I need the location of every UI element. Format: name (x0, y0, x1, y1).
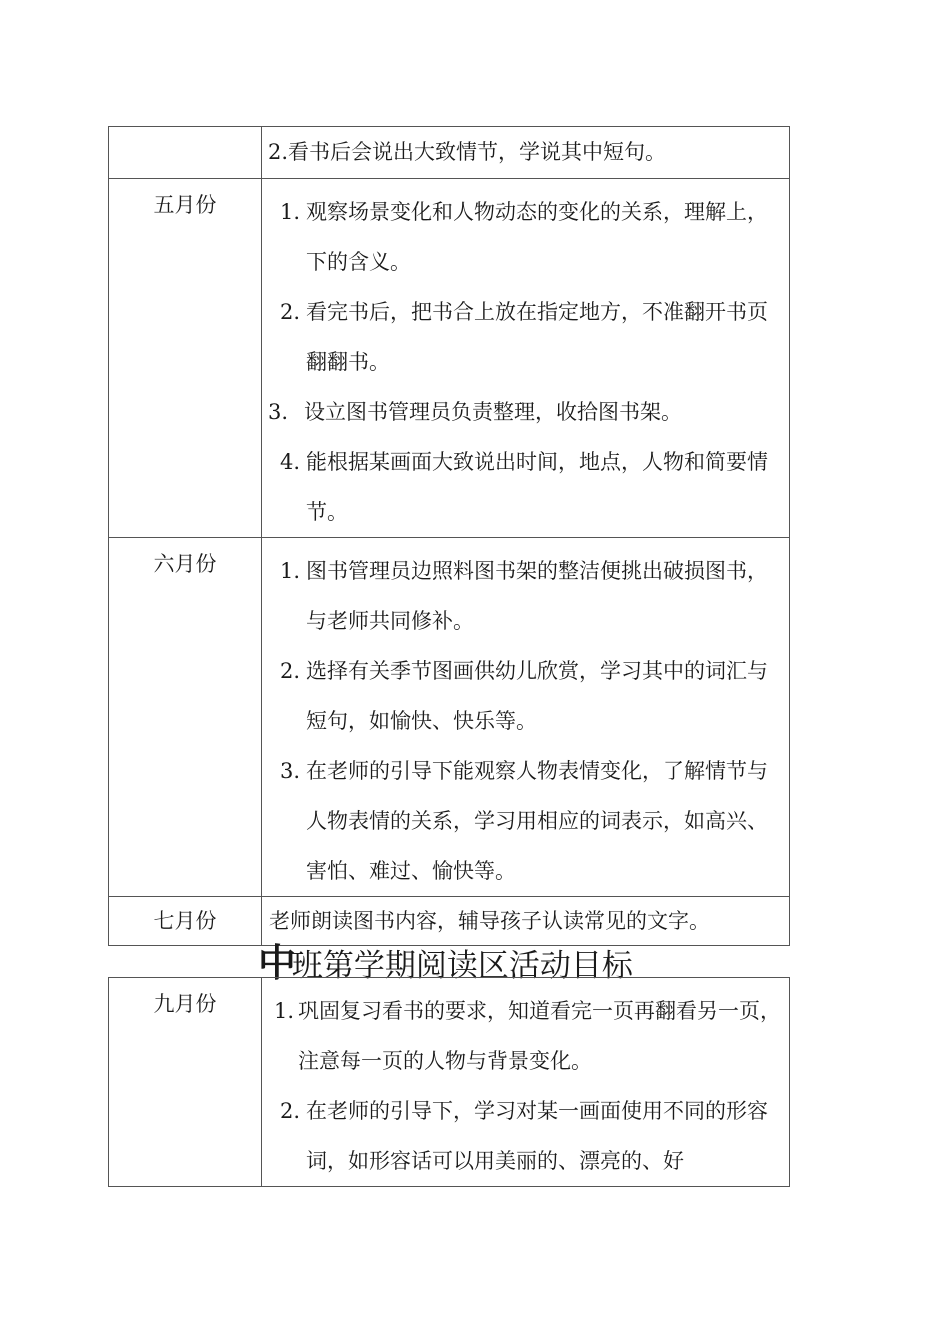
goal-number: 1. (279, 200, 300, 224)
table-row (109, 127, 790, 179)
goal-number: 2. (279, 300, 300, 324)
reading-plan-table (108, 126, 790, 946)
goal-text: 选择有关季节图画供幼儿欣赏，学习其中的词汇与短句，如愉快、快乐等。 (306, 659, 768, 733)
goal-item (262, 986, 789, 1086)
goal-item (262, 746, 789, 896)
section-heading (258, 932, 778, 985)
goal-text: 能根据某画面大致说出时间，地点，人物和简要情节。 (306, 450, 768, 524)
goals-cell (262, 978, 790, 1187)
heading-prefix: 中 (258, 941, 283, 985)
goal-item (262, 437, 789, 537)
goal-text: 看完书后，把书合上放在指定地方，不准翻开书页翻翻书。 (306, 300, 768, 374)
goal-item (262, 287, 789, 387)
month-label: 九月份 (153, 992, 217, 1016)
month-cell (109, 127, 262, 179)
goal-item (262, 546, 789, 646)
goals-cell (262, 538, 790, 897)
table-row (109, 538, 790, 897)
month-label: 七月份 (153, 909, 217, 933)
month-cell (109, 179, 262, 538)
goal-number: 2. (279, 1099, 300, 1123)
goal-text: 巩固复习看书的要求，知道看完一页再翻看另一页，注意每一页的人物与背景变化。 (298, 999, 781, 1073)
heading-text: 班第学期阅读区活动目标 (291, 948, 633, 984)
month-cell (109, 538, 262, 897)
goal-item (262, 646, 789, 746)
goal-number: 3. (279, 759, 300, 783)
goal-text: 设立图书管理员负责整理，收拾图书架。 (304, 400, 682, 424)
goal-number: 2. (267, 140, 288, 164)
month-label (109, 127, 261, 137)
goal-number: 3. (267, 400, 288, 424)
table-row (109, 179, 790, 538)
month-label: 六月份 (153, 552, 217, 576)
goal-text: 图书管理员边照料图书架的整洁便挑出破损图书，与老师共同修补。 (306, 559, 768, 633)
goal-number: 4. (279, 450, 300, 474)
goal-number: 1. (273, 999, 294, 1023)
goal-item (262, 1086, 789, 1186)
month-label: 五月份 (153, 193, 217, 217)
goals-cell (262, 127, 790, 179)
goal-text: 老师朗读图书内容，辅导孩子认读常见的文字。 (269, 909, 710, 933)
goal-item (262, 387, 789, 437)
month-cell (109, 978, 262, 1187)
goal-item (262, 127, 789, 177)
goals-cell (262, 179, 790, 538)
goal-text: 观察场景变化和人物动态的变化的关系，理解上，下的含义。 (306, 200, 768, 274)
goal-number: 1. (279, 559, 300, 583)
reading-plan-table-2 (108, 977, 790, 1187)
table-row (109, 978, 790, 1187)
goal-text: 在老师的引导下能观察人物表情变化，了解情节与人物表情的关系，学习用相应的词表示，如高兴、害怕、难过、愉快等。 (306, 759, 768, 883)
month-cell (109, 897, 262, 946)
goal-text: 看书后会说出大致情节，学说其中短句。 (288, 140, 666, 164)
goal-number: 2. (279, 659, 300, 683)
goal-text: 在老师的引导下，学习对某一画面使用不同的形容词，如形容话可以用美丽的、漂亮的、好 (306, 1099, 768, 1173)
goal-item (262, 187, 789, 287)
